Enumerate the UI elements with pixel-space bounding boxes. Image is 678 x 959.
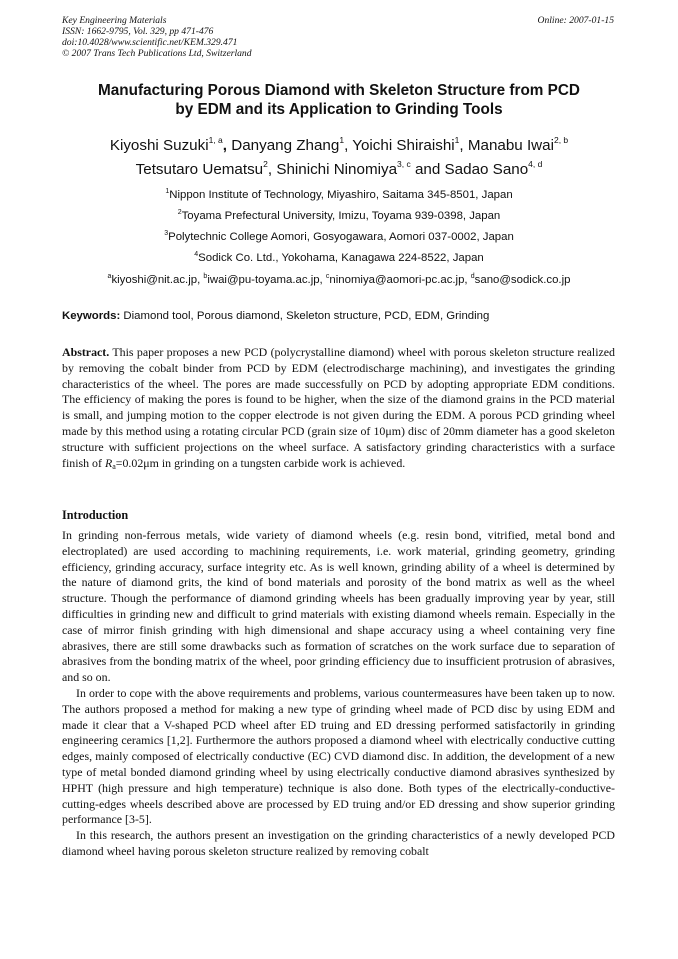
author-line-2: Tetsutaro Uematsu$^2$, Shinichi Ninomiya$^{3, c}$ and Sadao Sano$^{4, d}$ bbox=[135, 158, 543, 178]
author-name: Yoichi Shiraishi bbox=[352, 137, 455, 154]
author-affil-marker: 3, c bbox=[397, 158, 411, 169]
title-line-2: by EDM and its Application to Grinding Tools bbox=[175, 101, 503, 118]
introduction-body bbox=[62, 528, 615, 860]
ra-subscript: a bbox=[112, 461, 116, 471]
affiliation-1: $^1$Nippon Institute of Technology, Miyashiro, Saitama 345-8501, Japan bbox=[165, 188, 513, 201]
intro-paragraph-2: In order to cope with the above requirements and problems, various countermeasures have been taken up to now. The authors proposed a method for making a new type of grinding wheel made of PCD disc by using EDM and made it clear that a V-shaped PCD wheel after ED truing and ED dressing performed satisfactorily in grinding engineering ceramics [1,2]. Furthermore the authors proposed a diamond wheel with electrically conductive cutting edges, mainly composed of electrically conductive (EC) CVD diamond disc. In addition, the development of a new type of metal bonded diamond grinding wheel by using electrically conductive diamond abrasives synthesized by HPHT (high pressure and high temperature) technique is also done. Both types of the electrically-conductive-cutting-edges wheels described above are processed by ED truing and/or ED dressing and show superior grinding performance [3-5]. bbox=[62, 685, 615, 827]
ra-symbol: R bbox=[104, 455, 113, 470]
author-name: Danyang Zhang bbox=[231, 137, 340, 154]
affiliation-4: $^4$Sodick Co. Ltd., Yokohama, Kanagawa 224-8522, Japan bbox=[194, 251, 484, 264]
email-a[interactable]: kiyoshi@nit.ac.jp, bbox=[111, 274, 201, 286]
author-affil-marker: 1 bbox=[339, 135, 345, 145]
author-affil-marker: 1, a bbox=[208, 135, 223, 145]
abstract-text: This paper proposes a new PCD (polycrystalline diamond) wheel with porous skeleton structure realized by removing the cobalt binder from PCD by EDM (electrodischarge machining), and investigates the grinding characteristics of the wheel. The pores are made successfully on PCD by adopting appropriate EDM conditions. The efficiency of making the pores is found to be higher, when the size of the diamond grains in the PCD material is small, and jumping motion to the copper electrode is not given during the EDM. A porous PCD grinding wheel made by this method using a rotating circular PCD (grain size of 10μm) disc of 20mm diameter has a good skeleton structure with sufficient projections on the wheel surface. A satisfactory grinding characteristics with a surface finish of bbox=[62, 345, 616, 470]
keywords-text: Diamond tool, Porous diamond, Skeleton structure, PCD, EDM, Grinding bbox=[123, 310, 490, 322]
journal-name: Key Engineering Materials bbox=[62, 15, 167, 26]
author-affil-marker: 1 bbox=[454, 135, 460, 145]
introduction-heading: Introduction bbox=[62, 508, 129, 522]
title-line-1: Manufacturing Porous Diamond with Skeleton Structure from PCD bbox=[98, 82, 580, 99]
paper-title bbox=[62, 81, 616, 119]
doi-line: doi:10.4028/www.scientific.net/KEM.329.471 bbox=[62, 37, 238, 48]
journal-header bbox=[62, 15, 252, 59]
author-affil-marker: 2, b bbox=[553, 135, 569, 145]
keywords bbox=[62, 309, 616, 323]
author-affil-marker: 4, d bbox=[528, 158, 543, 169]
email-c[interactable]: ninomiya@aomori-pc.ac.jp, bbox=[329, 274, 468, 286]
affiliation-2: $^2$Toyama Prefectural University, Imizu, Toyama 939-0398, Japan bbox=[177, 209, 501, 222]
email-d[interactable]: sano@sodick.co.jp bbox=[474, 274, 571, 286]
author-name: Sadao Sano bbox=[444, 160, 529, 178]
author-conjunction: and bbox=[414, 160, 441, 178]
abstract bbox=[62, 345, 615, 471]
author-line-1: Kiyoshi Suzuki$^{1, a}$, Danyang Zhang$^1$, Yoichi Shiraishi$^1$, Manabu Iwai$^{2, b}$ bbox=[109, 135, 569, 154]
copyright-line: © 2007 Trans Tech Publications Ltd, Switzerland bbox=[62, 48, 252, 59]
keywords-label: Keywords: bbox=[62, 310, 121, 322]
online-date: Online: 2007-01-15 bbox=[537, 15, 614, 26]
intro-paragraph-1: In grinding non-ferrous metals, wide variety of diamond wheels (e.g. resin bond, vitrified, metal bond and electroplated) are used according to machining requirements, i.e. work material, grinding geometry, grinding efficiency, grinding accuracy, surface integrity etc. As is well known, grinding ability of a wheel is determined by the nature of diamond grits, the kind of bond materials and porosity of the bond matrix as well as the wheel structure. Though the performance of diamond grinding wheels has been gradually improving year by year, still difficulties in grinding new and difficult to grind materials with existing diamond wheels remain. Especially in the case of mirror finish grinding with high dimensional and shape accuracy using a wheel containing very fine abrasives, there are still some drawbacks such as formation of scratches on the work surface due to separation of abrasives from the bonding matrix of the wheel, poor grinding efficiency due to insufficient protrusion of abrasives, and so on. bbox=[62, 528, 615, 685]
affiliation-3: $^3$Polytechnic College Aomori, Gosyogawara, Aomori 037-0002, Japan bbox=[164, 230, 514, 243]
author-name: Kiyoshi Suzuki bbox=[109, 137, 209, 154]
author-name: Manabu Iwai bbox=[467, 137, 554, 154]
intro-paragraph-3: In this research, the authors present an investigation on the grinding characteristics of a newly developed PCD diamond wheel having porous skeleton structure realized by removing cobalt bbox=[62, 828, 615, 858]
author-list bbox=[62, 134, 616, 181]
author-name: Tetsutaro Uematsu bbox=[135, 160, 264, 178]
email-line: $^a$kiyoshi@nit.ac.jp, $^b$iwai@pu-toyama.ac.jp, $^c$ninomiya@aomori-pc.ac.jp, $^d$sano@sodick.co.jp bbox=[107, 273, 571, 286]
abstract-label: Abstract. bbox=[62, 345, 110, 359]
abstract-text-end: =0.02μm in grinding on a tungsten carbide work is achieved. bbox=[115, 455, 406, 470]
author-affil-marker: 2 bbox=[263, 158, 268, 169]
issn-line: ISSN: 1662-9795, Vol. 329, pp 471-476 bbox=[62, 26, 214, 37]
author-name: Shinichi Ninomiya bbox=[276, 160, 398, 178]
email-b[interactable]: iwai@pu-toyama.ac.jp, bbox=[207, 274, 323, 286]
